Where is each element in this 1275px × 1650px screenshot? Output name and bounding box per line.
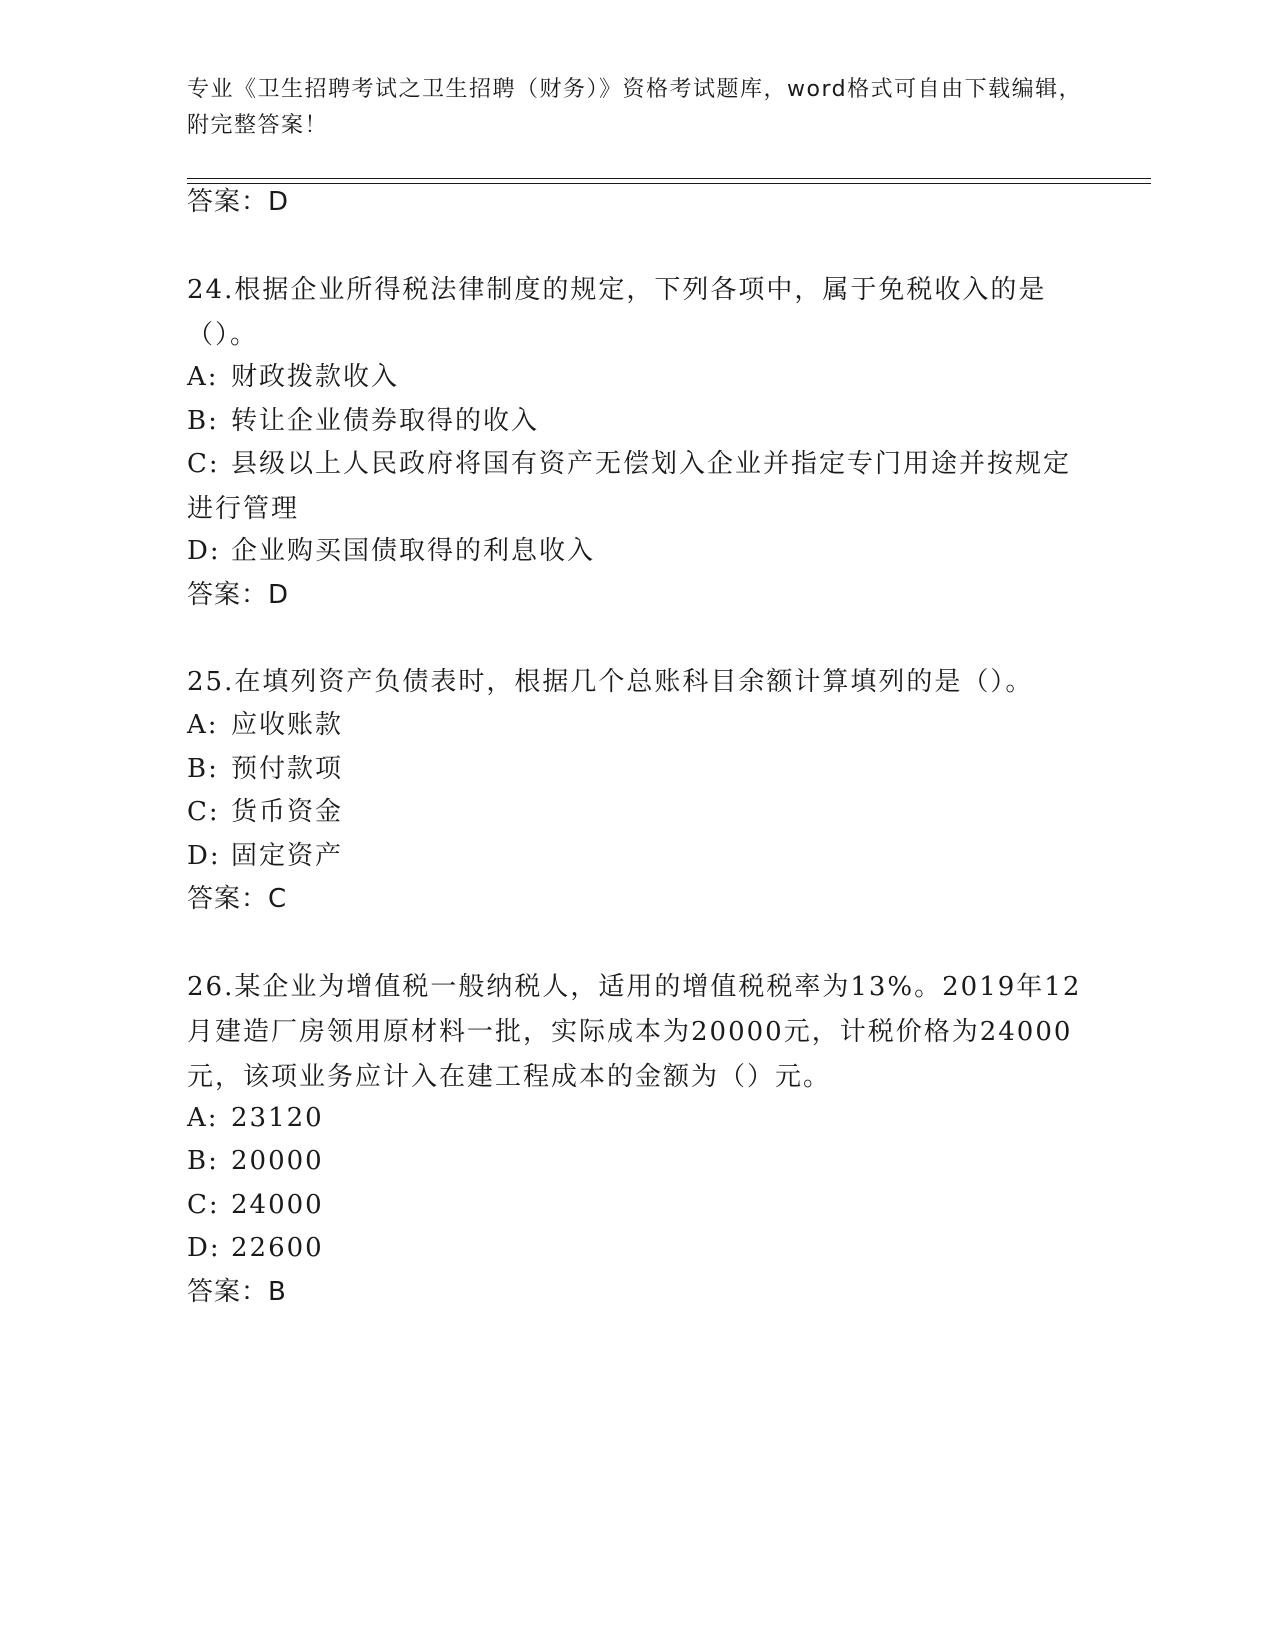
option-b xyxy=(187,1139,324,1184)
option-letter: C: xyxy=(187,1190,220,1220)
option-b xyxy=(187,747,343,792)
option-text: 财政拨款收入 xyxy=(231,362,400,392)
option-letter: C: xyxy=(187,449,220,479)
option-letter: D: xyxy=(187,1233,221,1263)
option-letter: A: xyxy=(187,362,219,392)
answer-line: 答案：C xyxy=(187,884,288,914)
option-letter: A: xyxy=(187,710,219,740)
option-text: 货币资金 xyxy=(231,797,344,827)
option-letter: A: xyxy=(187,1103,219,1133)
question-stem: 26.某企业为增值税一般纳税人，适用的增值税税率为13%。2019年12月建造厂房领用原材料一批，实际成本为20000元，计税价格为24000元，该项业务应计入在建工程成本的金额为（）元。 xyxy=(187,972,1082,1092)
question-stem: 25.在填列资产负债表时，根据几个总账科目余额计算填列的是（）。 xyxy=(187,667,1034,697)
option-letter: C: xyxy=(187,797,220,827)
option-d xyxy=(187,529,595,574)
option-c xyxy=(187,1183,324,1228)
option-letter: B: xyxy=(187,1146,219,1176)
option-letter: D: xyxy=(187,536,221,566)
option-text: 县级以上人民政府将国有资产无偿划入企业并指定专门用途并按规定进行管理 xyxy=(187,449,1072,524)
answer-line: 答案：D xyxy=(187,187,290,217)
header-rule xyxy=(187,178,1151,179)
option-a xyxy=(187,703,343,748)
option-letter: B: xyxy=(187,406,219,436)
option-text: 固定资产 xyxy=(231,841,344,871)
option-text: 24000 xyxy=(231,1190,324,1220)
answer-line: 答案：B xyxy=(187,1277,287,1307)
option-text: 22600 xyxy=(231,1233,324,1263)
option-text: 企业购买国债取得的利息收入 xyxy=(231,536,596,566)
option-c xyxy=(187,790,343,835)
option-letter: D: xyxy=(187,841,221,871)
option-text: 20000 xyxy=(231,1146,324,1176)
option-letter: B: xyxy=(187,754,219,784)
option-c xyxy=(187,442,1087,532)
header-rule-thin xyxy=(187,183,1151,184)
option-text: 应收账款 xyxy=(231,710,344,740)
option-a xyxy=(187,355,399,400)
option-text: 预付款项 xyxy=(231,754,344,784)
option-text: 23120 xyxy=(231,1103,324,1133)
question-stem: 24.根据企业所得税法律制度的规定，下列各项中，属于免税收入的是（）。 xyxy=(187,275,1047,350)
option-d xyxy=(187,834,343,879)
option-text: 转让企业债券取得的收入 xyxy=(231,406,540,436)
page-header: 专业《卫生招聘考试之卫生招聘（财务）》资格考试题库，word格式可自由下载编辑，附完整答案！ xyxy=(187,77,1083,138)
option-d xyxy=(187,1226,324,1271)
option-a xyxy=(187,1096,324,1141)
answer-line: 答案：D xyxy=(187,580,290,610)
option-b xyxy=(187,399,539,444)
